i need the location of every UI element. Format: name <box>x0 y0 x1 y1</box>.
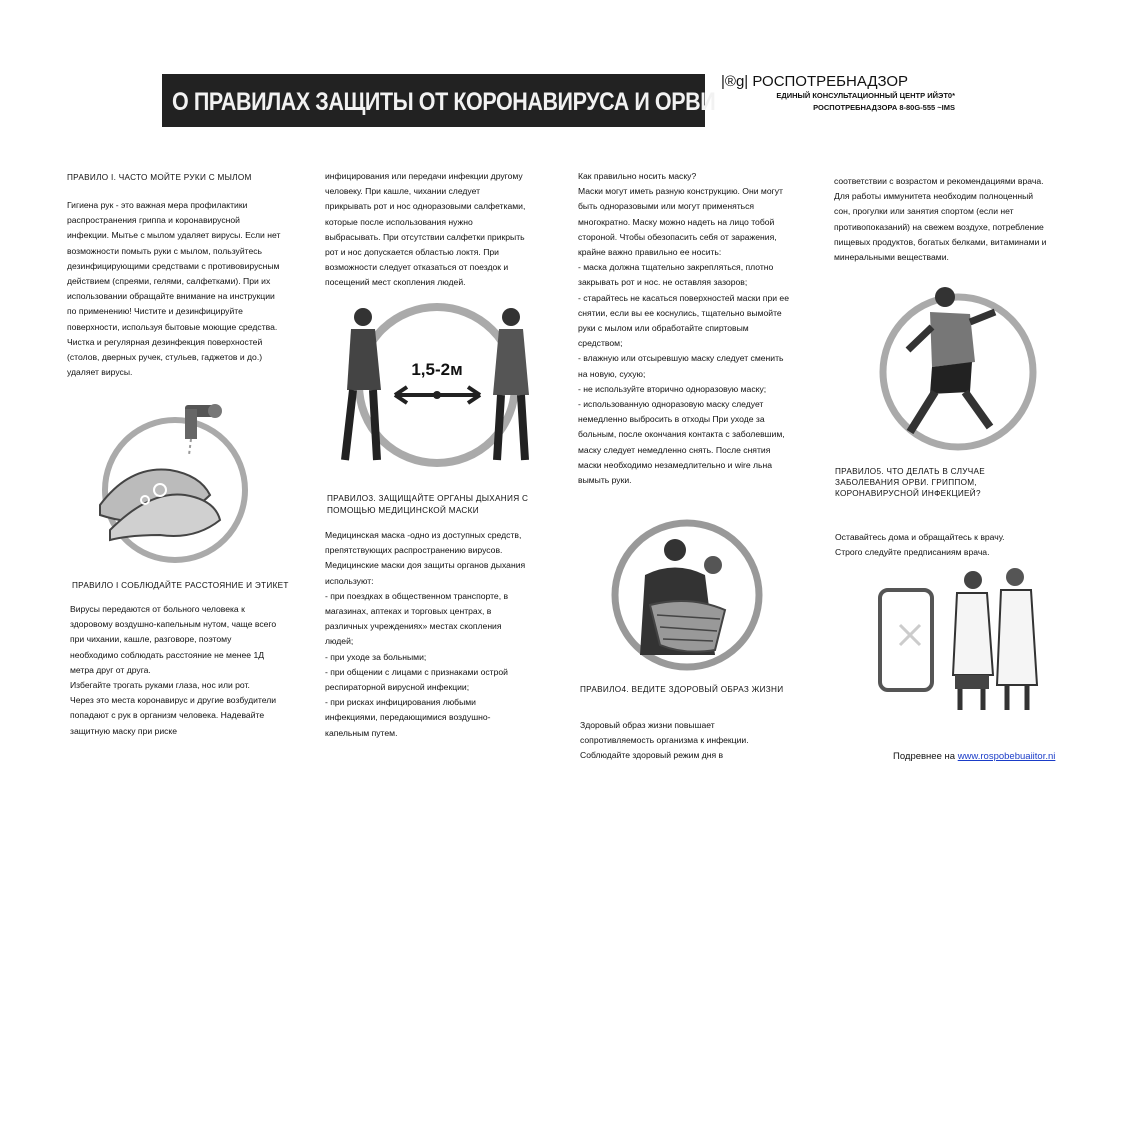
handwashing-illustration <box>90 395 255 570</box>
text-line: респираторной вирусной инфекции; <box>325 682 470 693</box>
text-line: распространения гриппа и коронавирусной <box>67 215 240 226</box>
text-line: маски необходимо незамедлительно и wire льна <box>578 459 773 470</box>
text-line: людей; <box>325 636 354 647</box>
doctors-phone-illustration <box>875 565 1055 715</box>
text-line: удаляет вирусы. <box>67 367 133 378</box>
text-line: Вирусы передаются от больного человека к <box>70 604 245 614</box>
text-line: Медицинская маска -одно из доступных средств, <box>325 530 522 540</box>
text-line: возможности помыть руки с мылом, пользуйтесь <box>67 245 263 256</box>
rule-2-title: ПРАВИЛО I СОБЛЮДАЙТЕ РАССТОЯНИЕ И ЭТИКЕТ <box>72 581 289 590</box>
text-line: ЗАБОЛЕВАНИЯ ОРВИ. ГРИППОМ, <box>835 478 977 487</box>
text-line: - использованную одноразовую маску следует <box>578 399 764 410</box>
text-line: КОРОНАВИРУСНОЙ ИНФЕКЦИЕЙ? <box>835 489 981 498</box>
text-line: минеральными веществами. <box>834 252 949 263</box>
text-line: Как правильно носить маску? <box>578 171 697 181</box>
footer-source <box>893 751 1055 762</box>
text-line: метра друг от друга. <box>70 664 151 675</box>
text-line: на новую, сухую; <box>578 368 646 379</box>
text-line: Маски могут иметь разную конструкцию. Они могут <box>578 186 783 197</box>
text-line: немедленно выбросить в отходы При уходе за <box>578 414 765 425</box>
family-mask-illustration <box>605 515 770 675</box>
text-line: средством; <box>578 338 623 349</box>
text-line: использовании обращайте внимание на инструкции <box>67 291 275 302</box>
text-line: Избегайте трогать руками глаза, нос или рот. <box>70 680 250 691</box>
distance-label: 1,5-2м <box>411 360 463 379</box>
org-name: |®g| РОСПОТРЕБНАДЗОР <box>721 73 909 90</box>
text-line: (столов, дверных ручек, стульев, гаджетов и до.) <box>67 352 263 363</box>
footer-prefix: Подревнее на <box>893 751 956 762</box>
text-line: капельным путем. <box>325 727 398 738</box>
text-line: Здоровый образ жизни повышает <box>580 720 715 730</box>
text-line: сопротивляемость организма к инфекции. <box>580 735 749 746</box>
distance-illustration <box>325 295 550 470</box>
text-line: - старайтесь не касаться поверхностей маски при ее <box>578 292 789 303</box>
rule-3-title-line-1: ПРАВИЛО3. ЗАЩИЩАЙТЕ ОРГАНЫ ДЫХАНИЯ С <box>327 494 529 503</box>
text-line: сон, прогулки или занятия спортом (если нет <box>834 206 1014 217</box>
text-line: вымыть руки. <box>578 475 632 486</box>
text-line: которые после использования нужно <box>325 216 473 227</box>
text-line: соответствии с возрастом и рекомендациями врача. <box>834 176 1044 186</box>
text-line: при чихании, кашле, разговоре, поэтому <box>70 634 232 645</box>
text-line: многократно. Маску можно надеть на лицо тобой <box>578 216 775 227</box>
text-line: стороной. Чтобы обезопасить себя от заражения, <box>578 231 777 242</box>
text-line: Для работы иммунитета необходим полноценный <box>834 191 1034 202</box>
mask-usage-text <box>578 169 789 488</box>
hotline-line-1: ЕДИНЫЙ КОНСУЛЬТАЦИОННЫЙ ЦЕНТР ИЙЭТ0* <box>776 91 955 100</box>
etiquette-text <box>325 169 525 291</box>
text-line: здоровому воздушно-капельным нутом, чаще всего <box>70 619 277 630</box>
text-line: Чистка и регулярная дезинфекция поверхностей <box>67 336 263 347</box>
text-line: выбрасывать. При отсутствии салфетки прикрыть <box>325 231 525 242</box>
text-line: Строго следуйте предписаниям врача. <box>835 547 990 558</box>
text-line: - при общении с лицами с признаками острой <box>325 666 508 677</box>
hotline-line-2: РОСПОТРЕБНАДЗОРА 8-80G-555 ~IMS <box>813 103 955 112</box>
text-line: посещений мест скопления людей. <box>325 277 466 288</box>
rule-2-text <box>70 602 276 739</box>
text-line: инфекции. Мытье с мылом удаляет вирусы. Если нет <box>67 230 281 241</box>
text-line: ПРАВИЛО5. ЧТО ДЕЛАТЬ В СЛУЧАЕ <box>835 467 986 476</box>
text-line: закрывать рот и нос. не оставляя зазоров; <box>578 277 748 288</box>
text-line: - при уходе за больными; <box>325 651 427 662</box>
website-link[interactable]: www.rospobebuaiitor.ni <box>957 751 1056 762</box>
text-line: быть одноразовыми или могут применяться <box>578 201 755 212</box>
text-line: маску следует немедленно снять. После снятия <box>578 444 771 455</box>
text-line: действием (спреями, гелями, салфетками). При их <box>67 276 271 287</box>
text-line: руки с мылом или обработайте спиртовым <box>578 323 749 334</box>
text-line: противопоказаний) на свежем воздухе, потребление <box>834 221 1044 232</box>
text-line: больным, после окончания контакта с заболевшим, <box>578 429 785 440</box>
rule-4-text <box>580 718 749 764</box>
rule-4-title: ПРАВИЛО4. ВЕДИТЕ ЗДОРОВЫЙ ОБРАЗ ЖИЗНИ <box>580 685 784 694</box>
page-title: О ПРАВИЛАХ ЗАЩИТЫ ОТ КОРОНАВИРУСА И ОРВИ <box>172 88 716 116</box>
text-line: Гигиена рук - это важная мера профилактики <box>67 200 248 210</box>
text-line: прикрывать рот и нос одноразовыми салфетками, <box>325 201 526 212</box>
rule-1-title: ПРАВИЛО I. ЧАСТО МОЙТЕ РУКИ С МЫЛОМ <box>67 173 252 182</box>
text-line: - влажную или отсыревшую маску следует сменить <box>578 353 784 364</box>
text-line: защитную маску при риске <box>70 725 178 736</box>
text-line: человеку. При кашле, чихании следует <box>325 186 481 197</box>
text-line: необходимо соблюдать расстояние не менее 1Д <box>70 649 265 660</box>
text-line: - маска должна тщательно закрепляться, плотно <box>578 262 774 273</box>
rule-5-title <box>835 466 985 499</box>
jogging-illustration <box>870 282 1040 457</box>
rule-3-title-line-2: ПОМОЩЬЮ МЕДИЦИНСКОЙ МАСКИ <box>327 506 479 515</box>
text-line: Медицинские маски доя защиты органов дыхания <box>325 560 526 571</box>
text-line: используют: <box>325 575 374 586</box>
text-line: Через это места коронавирус и другие возбудители <box>70 695 277 706</box>
text-line: рот и нос допускается областью локтя. При <box>325 247 499 258</box>
text-line: инфекциями, передающимися воздушно- <box>325 712 491 723</box>
rule-5-text <box>835 530 1005 560</box>
text-line: попадают с рук в организм человека. Надевайте <box>70 710 265 721</box>
text-line: - при рисках инфицирования любыми <box>325 697 476 708</box>
text-line: дезинфицирующими средствами с противовирусным <box>67 260 280 271</box>
text-line: препятствующих распространению вирусов. <box>325 545 503 556</box>
text-line: Оставайтесь дома и обращайтесь к врачу. <box>835 532 1005 542</box>
text-line: по применению! Чистите и дезинфицируйте <box>67 306 243 317</box>
rule-1-text <box>67 198 280 380</box>
text-line: крайне важно правильно ее носить: <box>578 247 722 258</box>
text-line: Соблюдайте здоровый режим дня в <box>580 750 724 761</box>
text-line: пищевых продуктов, богатых белками, витаминами и <box>834 236 1047 247</box>
text-line: возможности следует отказаться от поездок и <box>325 262 509 273</box>
text-line: инфицирования или передачи инфекции другому <box>325 171 523 181</box>
healthy-lifestyle-text <box>834 174 1046 265</box>
rule-3-text <box>325 528 525 741</box>
text-line: снятии, если вы ее коснулись, тщательно вымойте <box>578 307 782 318</box>
text-line: различных учреждениях» местах скопления <box>325 621 502 632</box>
text-line: - не используйте вторично одноразовую маску; <box>578 383 767 394</box>
text-line: магазинах, аптеках и торговых центрах, в <box>325 606 492 617</box>
text-line: поверхности, используя бытовые моющие средства. <box>67 321 278 332</box>
text-line: - при поездках в общественном транспорте, в <box>325 590 509 601</box>
